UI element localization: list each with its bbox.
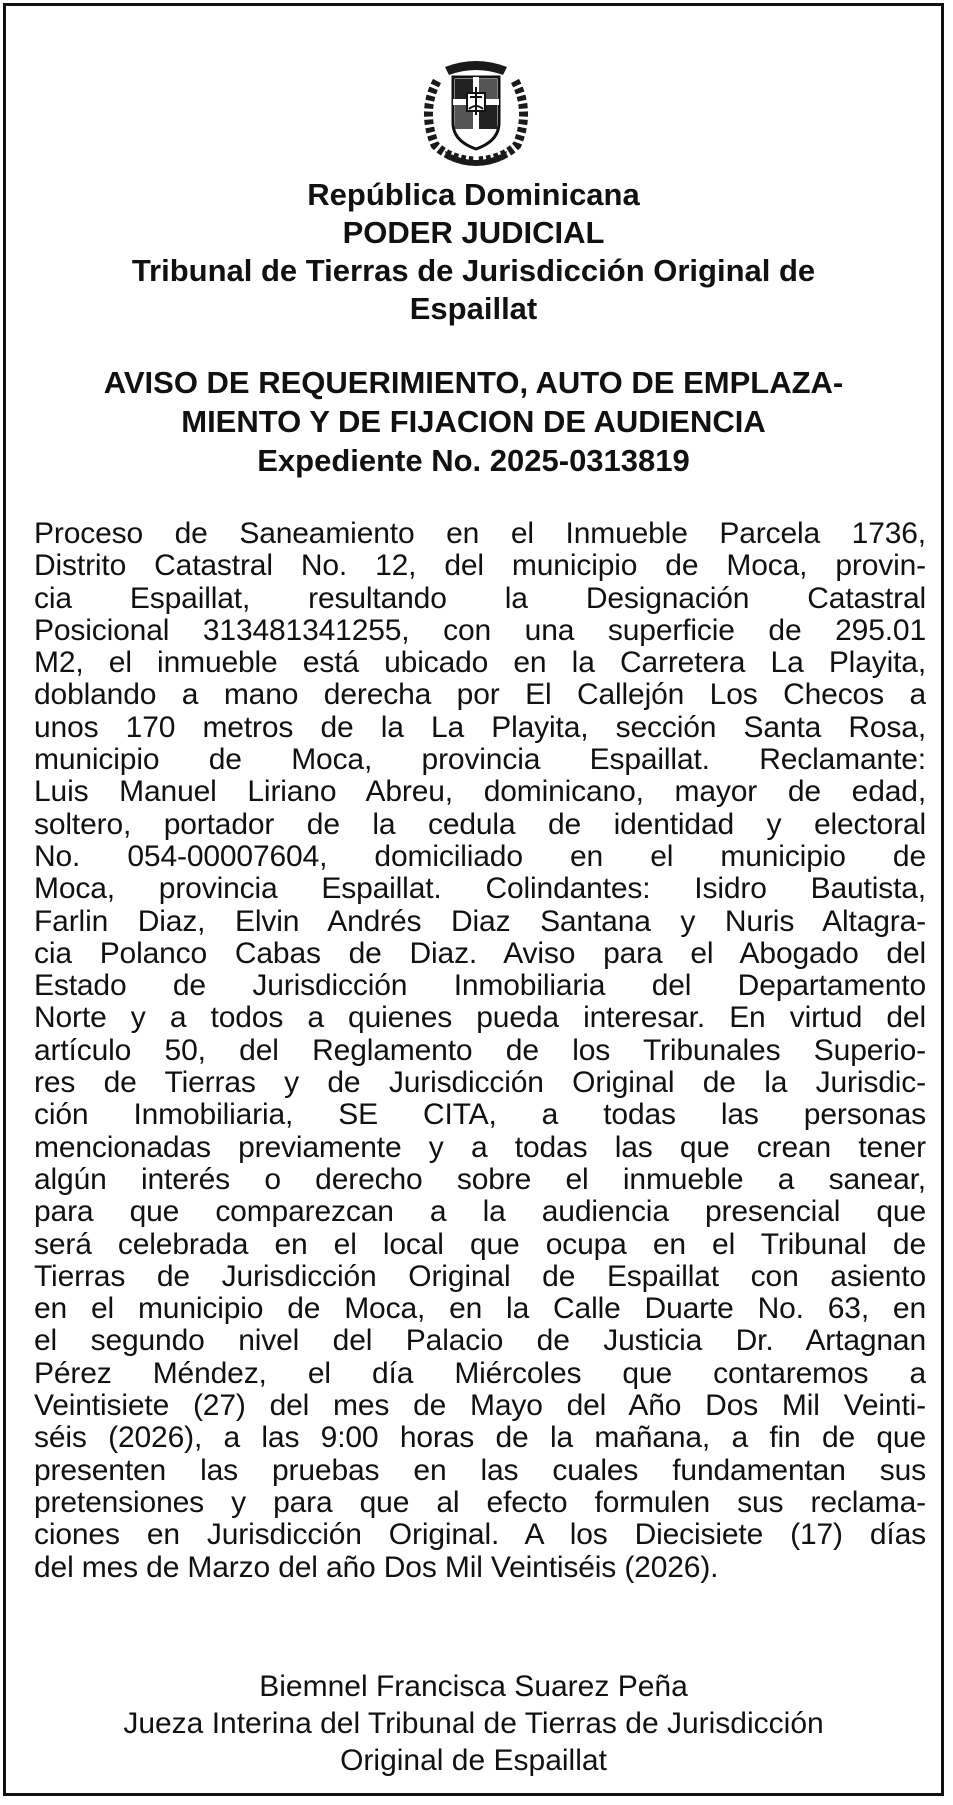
title-line-2: MIENTO Y DE FIJACION DE AUDIENCIA <box>181 404 766 439</box>
court-header <box>46 176 901 328</box>
body-line: Luis Manuel Liriano Abreu, dominicano, mayor de edad, <box>34 776 926 809</box>
body-line: en el municipio de Moca, en la Calle Duarte No. 63, en <box>34 1293 926 1326</box>
case-number: Expediente No. 2025-0313819 <box>257 443 690 478</box>
body-line: unos 170 metros de la La Playita, sección Santa Rosa, <box>34 711 926 744</box>
body-line: será celebrada en el local que ocupa en el Tribunal de <box>34 1228 926 1261</box>
body-line: mencionadas previamente y a todas las que crean tener <box>34 1131 926 1164</box>
body-line: cia Espaillat, resultando la Designación Catastral <box>34 582 926 615</box>
signer-name: Biemnel Francisca Suarez Peña <box>259 1670 688 1703</box>
body-line: del mes de Marzo del año Dos Mil Veintiséis (2026). <box>34 1551 719 1584</box>
court-name-line-1: Tribunal de Tierras de Jurisdicción Original de <box>131 253 816 288</box>
title-line-1: AVISO DE REQUERIMIENTO, AUTO DE EMPLAZA- <box>103 365 844 400</box>
body-line: Pérez Méndez, el día Miércoles que contaremos a <box>34 1357 926 1390</box>
court-name-line-2: Espaillat <box>409 291 538 326</box>
notice-title <box>36 363 911 480</box>
body-line: pretensiones y para que al efecto formulen sus reclama- <box>34 1486 926 1519</box>
body-line: ciones en Jurisdicción Original. A los Diecisiete (17) días <box>34 1519 926 1552</box>
body-line: M2, el inmueble está ubicado en la Carretera La Playita, <box>34 647 926 680</box>
body-line: Norte y a todos a quienes pueda interesar. En virtud del <box>34 1002 926 1035</box>
body-line: Posicional 313481341255, con una superficie de 295.01 <box>34 614 926 647</box>
body-line: doblando a mano derecha por El Callejón Los Checos a <box>34 679 926 712</box>
coat-of-arms-icon <box>415 53 537 168</box>
body-line: cia Polanco Cabas de Diaz. Aviso para el Abogado del <box>34 937 926 970</box>
body-line: algún interés o derecho sobre el inmueble a sanear, <box>34 1163 926 1196</box>
body-line: Moca, provincia Espaillat. Colindantes: Isidro Bautista, <box>34 873 926 906</box>
body-line: Veintisiete (27) del mes de Mayo del Año Dos Mil Veinti- <box>34 1390 926 1423</box>
signer-position-line-2: Original de Espaillat <box>340 1744 607 1777</box>
body-line: presenten las pruebas en las cuales fundamentan sus <box>34 1454 926 1487</box>
body-line: Farlin Diaz, Elvin Andrés Diaz Santana y Nuris Altagra- <box>34 905 926 938</box>
body-line: artículo 50, del Reglamento de los Tribunales Superio- <box>34 1034 926 1067</box>
signature-block <box>36 1668 911 1779</box>
body-line: Distrito Catastral No. 12, del municipio de Moca, provin- <box>34 550 926 583</box>
judicial-branch: PODER JUDICIAL <box>342 215 605 250</box>
body-line: municipio de Moca, provincia Espaillat. Reclamante: <box>34 744 926 777</box>
body-line: el segundo nivel del Palacio de Justicia Dr. Artagnan <box>34 1325 926 1358</box>
body-line: ción Inmobiliaria, SE CITA, a todas las personas <box>34 1099 926 1132</box>
signer-position-line-1: Jueza Interina del Tribunal de Tierras de Jurisdicción <box>123 1707 824 1740</box>
body-line: séis (2026), a las 9:00 horas de la mañana, a fin de que <box>34 1422 926 1455</box>
legal-notice <box>3 3 944 1796</box>
body-line: soltero, portador de la cedula de identidad y electoral <box>34 808 926 841</box>
notice-body <box>34 518 926 1584</box>
country-name: República Dominicana <box>307 177 640 212</box>
body-line: Tierras de Jurisdicción Original de Espaillat con asiento <box>34 1260 926 1293</box>
body-line: No. 054-00007604, domiciliado en el municipio de <box>34 840 926 873</box>
body-line: Proceso de Saneamiento en el Inmueble Parcela 1736, <box>34 518 926 550</box>
body-line: para que comparezcan a la audiencia presencial que <box>34 1196 926 1229</box>
body-line: Estado de Jurisdicción Inmobiliaria del Departamento <box>34 970 926 1003</box>
body-line: res de Tierras y de Jurisdicción Original de la Jurisdic- <box>34 1067 926 1100</box>
